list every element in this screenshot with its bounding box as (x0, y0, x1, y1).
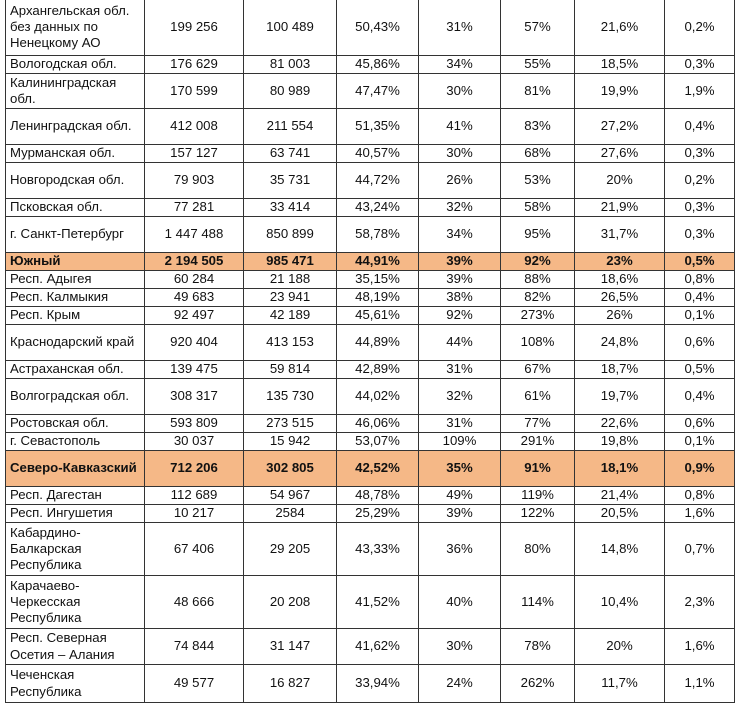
value-cell-1: 712 206 (145, 451, 244, 487)
value-cell-1: 77 281 (145, 199, 244, 217)
value-cell-7: 1,9% (665, 74, 735, 109)
value-cell-7: 0,8% (665, 487, 735, 505)
value-cell-2: 20 208 (244, 576, 337, 629)
region-name-cell: Архангельская обл. без данных по Ненецкому АО (6, 0, 145, 56)
value-cell-2: 15 942 (244, 433, 337, 451)
value-cell-2: 16 827 (244, 665, 337, 703)
value-cell-6: 23% (575, 253, 665, 271)
region-name-cell: Респ. Калмыкия (6, 289, 145, 307)
value-cell-7: 0,4% (665, 109, 735, 145)
value-cell-4: 44% (419, 325, 501, 361)
region-name-cell: Калининградская обл. (6, 74, 145, 109)
value-cell-3: 47,47% (337, 74, 419, 109)
region-name-cell: г. Севастополь (6, 433, 145, 451)
value-cell-7: 0,6% (665, 415, 735, 433)
table-row (6, 271, 735, 289)
value-cell-4: 24% (419, 665, 501, 703)
value-cell-6: 27,6% (575, 145, 665, 163)
value-cell-6: 26,5% (575, 289, 665, 307)
value-cell-4: 32% (419, 199, 501, 217)
value-cell-5: 108% (501, 325, 575, 361)
value-cell-6: 19,7% (575, 379, 665, 415)
value-cell-1: 170 599 (145, 74, 244, 109)
value-cell-1: 48 666 (145, 576, 244, 629)
table-row (6, 487, 735, 505)
value-cell-3: 44,72% (337, 163, 419, 199)
value-cell-1: 1 447 488 (145, 217, 244, 253)
value-cell-4: 49% (419, 487, 501, 505)
value-cell-7: 0,3% (665, 56, 735, 74)
value-cell-2: 29 205 (244, 523, 337, 576)
value-cell-5: 273% (501, 307, 575, 325)
value-cell-3: 40,57% (337, 145, 419, 163)
value-cell-7: 0,7% (665, 523, 735, 576)
value-cell-4: 32% (419, 379, 501, 415)
value-cell-6: 14,8% (575, 523, 665, 576)
value-cell-3: 44,89% (337, 325, 419, 361)
value-cell-1: 92 497 (145, 307, 244, 325)
value-cell-3: 53,07% (337, 433, 419, 451)
value-cell-3: 35,15% (337, 271, 419, 289)
value-cell-4: 35% (419, 451, 501, 487)
value-cell-3: 50,43% (337, 0, 419, 56)
region-name-cell: Мурманская обл. (6, 145, 145, 163)
value-cell-7: 0,3% (665, 199, 735, 217)
value-cell-6: 10,4% (575, 576, 665, 629)
value-cell-2: 302 805 (244, 451, 337, 487)
value-cell-2: 2584 (244, 505, 337, 523)
value-cell-1: 176 629 (145, 56, 244, 74)
value-cell-3: 51,35% (337, 109, 419, 145)
value-cell-7: 0,9% (665, 451, 735, 487)
table-body (6, 0, 735, 703)
value-cell-3: 46,06% (337, 415, 419, 433)
value-cell-4: 92% (419, 307, 501, 325)
value-cell-5: 95% (501, 217, 575, 253)
table-row (6, 0, 735, 56)
value-cell-2: 21 188 (244, 271, 337, 289)
value-cell-6: 20,5% (575, 505, 665, 523)
value-cell-2: 135 730 (244, 379, 337, 415)
region-name-cell: Вологодская обл. (6, 56, 145, 74)
value-cell-4: 31% (419, 361, 501, 379)
value-cell-1: 593 809 (145, 415, 244, 433)
value-cell-1: 30 037 (145, 433, 244, 451)
value-cell-3: 45,86% (337, 56, 419, 74)
value-cell-5: 67% (501, 361, 575, 379)
value-cell-3: 42,89% (337, 361, 419, 379)
value-cell-5: 78% (501, 629, 575, 665)
value-cell-7: 0,3% (665, 145, 735, 163)
region-name-cell: г. Санкт-Петербург (6, 217, 145, 253)
value-cell-3: 41,52% (337, 576, 419, 629)
value-cell-7: 0,2% (665, 163, 735, 199)
region-name-cell: Ростовская обл. (6, 415, 145, 433)
value-cell-6: 18,6% (575, 271, 665, 289)
table-row (6, 379, 735, 415)
region-name-cell: Кабардино-Балкарская Республика (6, 523, 145, 576)
value-cell-4: 41% (419, 109, 501, 145)
table-row (6, 415, 735, 433)
value-cell-7: 0,4% (665, 289, 735, 307)
value-cell-5: 291% (501, 433, 575, 451)
value-cell-5: 53% (501, 163, 575, 199)
value-cell-2: 42 189 (244, 307, 337, 325)
value-cell-7: 0,1% (665, 433, 735, 451)
value-cell-1: 199 256 (145, 0, 244, 56)
value-cell-5: 119% (501, 487, 575, 505)
value-cell-6: 24,8% (575, 325, 665, 361)
value-cell-6: 21,6% (575, 0, 665, 56)
value-cell-6: 20% (575, 163, 665, 199)
value-cell-3: 43,24% (337, 199, 419, 217)
value-cell-5: 57% (501, 0, 575, 56)
value-cell-6: 18,1% (575, 451, 665, 487)
region-name-cell: Южный (6, 253, 145, 271)
value-cell-4: 31% (419, 0, 501, 56)
value-cell-3: 33,94% (337, 665, 419, 703)
table-row (6, 217, 735, 253)
value-cell-1: 67 406 (145, 523, 244, 576)
value-cell-1: 49 683 (145, 289, 244, 307)
value-cell-3: 42,52% (337, 451, 419, 487)
value-cell-5: 83% (501, 109, 575, 145)
region-name-cell: Чеченская Республика (6, 665, 145, 703)
value-cell-5: 114% (501, 576, 575, 629)
value-cell-4: 34% (419, 56, 501, 74)
value-cell-2: 273 515 (244, 415, 337, 433)
value-cell-6: 21,4% (575, 487, 665, 505)
region-name-cell: Ленинградская обл. (6, 109, 145, 145)
value-cell-1: 2 194 505 (145, 253, 244, 271)
value-cell-2: 985 471 (244, 253, 337, 271)
value-cell-2: 81 003 (244, 56, 337, 74)
table-row (6, 199, 735, 217)
value-cell-3: 48,78% (337, 487, 419, 505)
value-cell-4: 39% (419, 253, 501, 271)
table-row (6, 505, 735, 523)
value-cell-7: 0,6% (665, 325, 735, 361)
value-cell-3: 44,91% (337, 253, 419, 271)
region-name-cell: Респ. Ингушетия (6, 505, 145, 523)
region-name-cell: Респ. Северная Осетия – Алания (6, 629, 145, 665)
table-row (6, 325, 735, 361)
value-cell-6: 18,7% (575, 361, 665, 379)
value-cell-5: 77% (501, 415, 575, 433)
region-name-cell: Новгородская обл. (6, 163, 145, 199)
value-cell-4: 26% (419, 163, 501, 199)
value-cell-5: 92% (501, 253, 575, 271)
table-row (6, 145, 735, 163)
table-row (6, 576, 735, 629)
value-cell-7: 0,4% (665, 379, 735, 415)
table-row (6, 109, 735, 145)
value-cell-2: 35 731 (244, 163, 337, 199)
value-cell-2: 413 153 (244, 325, 337, 361)
value-cell-1: 112 689 (145, 487, 244, 505)
table-row (6, 56, 735, 74)
value-cell-7: 1,6% (665, 505, 735, 523)
value-cell-5: 91% (501, 451, 575, 487)
value-cell-7: 0,8% (665, 271, 735, 289)
value-cell-1: 157 127 (145, 145, 244, 163)
value-cell-3: 48,19% (337, 289, 419, 307)
value-cell-4: 39% (419, 505, 501, 523)
value-cell-4: 31% (419, 415, 501, 433)
value-cell-4: 40% (419, 576, 501, 629)
value-cell-7: 0,1% (665, 307, 735, 325)
value-cell-5: 82% (501, 289, 575, 307)
region-name-cell: Псковская обл. (6, 199, 145, 217)
value-cell-6: 21,9% (575, 199, 665, 217)
value-cell-1: 308 317 (145, 379, 244, 415)
value-cell-5: 61% (501, 379, 575, 415)
value-cell-5: 68% (501, 145, 575, 163)
value-cell-1: 60 284 (145, 271, 244, 289)
value-cell-1: 10 217 (145, 505, 244, 523)
value-cell-5: 55% (501, 56, 575, 74)
table-row (6, 74, 735, 109)
region-name-cell: Респ. Крым (6, 307, 145, 325)
value-cell-1: 74 844 (145, 629, 244, 665)
value-cell-4: 39% (419, 271, 501, 289)
region-name-cell: Краснодарский край (6, 325, 145, 361)
value-cell-3: 44,02% (337, 379, 419, 415)
district-summary-row (6, 253, 735, 271)
value-cell-3: 41,62% (337, 629, 419, 665)
region-name-cell: Волгоградская обл. (6, 379, 145, 415)
value-cell-2: 211 554 (244, 109, 337, 145)
value-cell-2: 100 489 (244, 0, 337, 56)
value-cell-4: 34% (419, 217, 501, 253)
value-cell-2: 850 899 (244, 217, 337, 253)
value-cell-7: 0,5% (665, 253, 735, 271)
value-cell-3: 25,29% (337, 505, 419, 523)
table-row (6, 163, 735, 199)
value-cell-2: 59 814 (244, 361, 337, 379)
value-cell-4: 30% (419, 74, 501, 109)
value-cell-1: 49 577 (145, 665, 244, 703)
table-row (6, 629, 735, 665)
value-cell-6: 11,7% (575, 665, 665, 703)
region-name-cell: Респ. Дагестан (6, 487, 145, 505)
value-cell-4: 109% (419, 433, 501, 451)
value-cell-7: 2,3% (665, 576, 735, 629)
value-cell-6: 26% (575, 307, 665, 325)
value-cell-6: 20% (575, 629, 665, 665)
table-row (6, 523, 735, 576)
value-cell-2: 63 741 (244, 145, 337, 163)
value-cell-4: 30% (419, 629, 501, 665)
value-cell-4: 38% (419, 289, 501, 307)
value-cell-4: 36% (419, 523, 501, 576)
region-name-cell: Респ. Адыгея (6, 271, 145, 289)
value-cell-6: 27,2% (575, 109, 665, 145)
value-cell-3: 58,78% (337, 217, 419, 253)
value-cell-2: 80 989 (244, 74, 337, 109)
value-cell-5: 80% (501, 523, 575, 576)
value-cell-7: 0,2% (665, 0, 735, 56)
value-cell-2: 31 147 (244, 629, 337, 665)
value-cell-1: 412 008 (145, 109, 244, 145)
table-row (6, 361, 735, 379)
value-cell-2: 23 941 (244, 289, 337, 307)
value-cell-3: 43,33% (337, 523, 419, 576)
district-summary-row (6, 451, 735, 487)
value-cell-7: 1,6% (665, 629, 735, 665)
table-row (6, 433, 735, 451)
value-cell-5: 81% (501, 74, 575, 109)
value-cell-5: 58% (501, 199, 575, 217)
value-cell-1: 139 475 (145, 361, 244, 379)
value-cell-5: 88% (501, 271, 575, 289)
table-row (6, 665, 735, 703)
value-cell-4: 30% (419, 145, 501, 163)
value-cell-6: 19,9% (575, 74, 665, 109)
value-cell-1: 79 903 (145, 163, 244, 199)
value-cell-6: 18,5% (575, 56, 665, 74)
value-cell-2: 33 414 (244, 199, 337, 217)
value-cell-7: 0,3% (665, 217, 735, 253)
table-row (6, 289, 735, 307)
value-cell-6: 31,7% (575, 217, 665, 253)
region-name-cell: Карачаево-Черкесская Республика (6, 576, 145, 629)
table-row (6, 307, 735, 325)
region-name-cell: Астраханская обл. (6, 361, 145, 379)
value-cell-6: 19,8% (575, 433, 665, 451)
region-name-cell: Северо-Кавказский (6, 451, 145, 487)
value-cell-2: 54 967 (244, 487, 337, 505)
value-cell-5: 262% (501, 665, 575, 703)
value-cell-6: 22,6% (575, 415, 665, 433)
value-cell-7: 0,5% (665, 361, 735, 379)
value-cell-5: 122% (501, 505, 575, 523)
value-cell-1: 920 404 (145, 325, 244, 361)
value-cell-7: 1,1% (665, 665, 735, 703)
value-cell-3: 45,61% (337, 307, 419, 325)
regional-statistics-table (5, 0, 735, 703)
